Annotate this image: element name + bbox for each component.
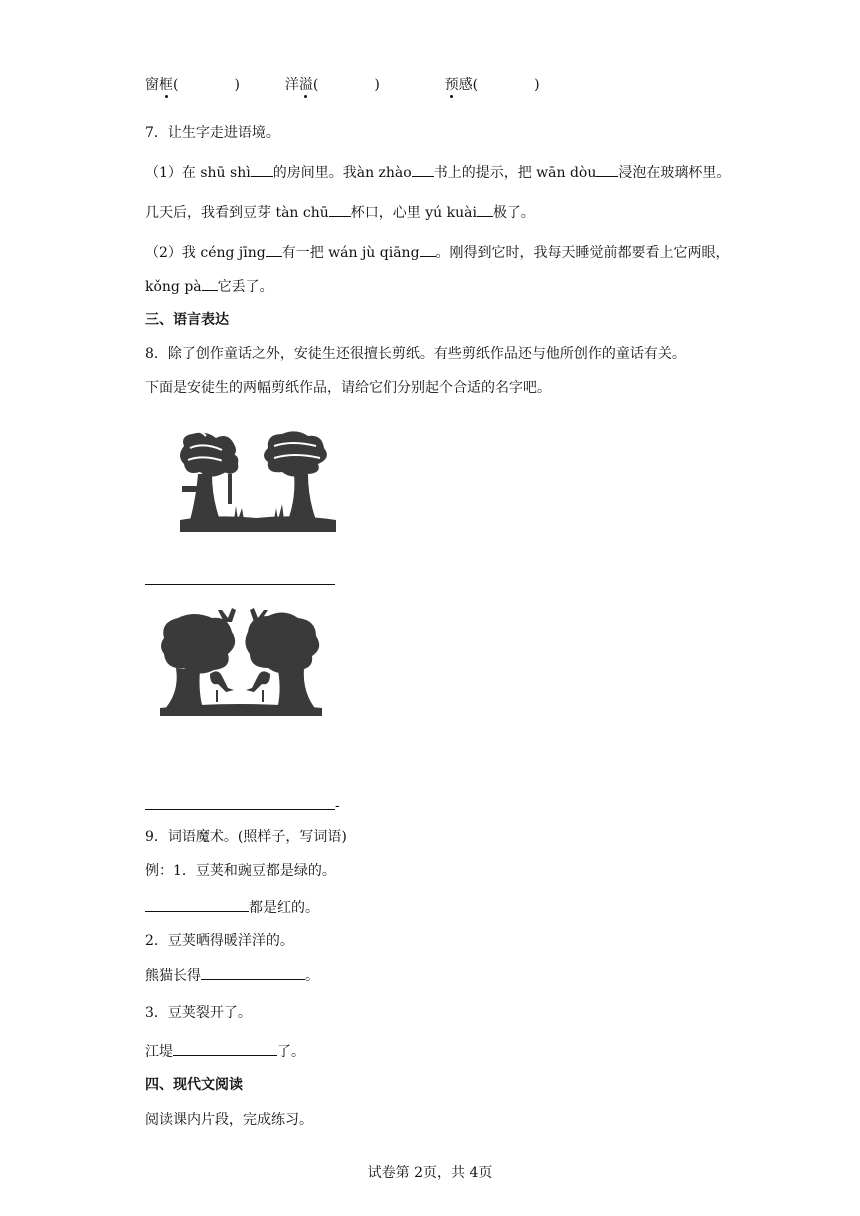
answer-line-2[interactable]	[145, 795, 335, 810]
q7-part2-line2	[145, 276, 274, 297]
q9-answer2	[145, 965, 319, 986]
q9-example3: 3．豆荚裂开了。	[145, 1005, 252, 1021]
q7-part2-line1	[145, 242, 730, 263]
section4-heading: 四、现代文阅读	[145, 1077, 243, 1093]
q7-part1-line1	[145, 162, 730, 183]
answer-blank[interactable]	[596, 162, 618, 177]
answer-blank[interactable]	[201, 965, 305, 980]
word3-close-paren: )	[534, 77, 540, 93]
q9-answer1-text: 都是红的。	[249, 900, 319, 916]
q9-title: 9．词语魔术。(照样子，写词语)	[145, 829, 347, 845]
word3-dotted-char: 预	[444, 77, 459, 93]
q9-answer3-suffix: 了。	[277, 1044, 305, 1060]
words-row	[145, 75, 540, 95]
word2-prefix: 洋	[284, 77, 299, 93]
answer-blank[interactable]	[477, 202, 493, 217]
answer-blank[interactable]	[266, 242, 282, 257]
answer-blank[interactable]	[251, 162, 273, 177]
paper-cut-birds-trees-icon	[158, 608, 324, 718]
word1-close-paren: )	[234, 77, 240, 93]
word3-open-paren: 感(	[458, 77, 479, 93]
q9-example1: 例：1．豆荚和豌豆都是绿的。	[145, 863, 336, 879]
answer-blank[interactable]	[145, 897, 249, 912]
word1-dotted-char: 框	[159, 77, 173, 93]
q7-p1-text-c: 书上的提示，把 wān dòu	[433, 165, 597, 181]
q7-title: 7．让生字走进语境。	[145, 125, 280, 141]
section3-heading: 三、语言表达	[145, 312, 229, 328]
page-footer: 试卷第 2页，共 4页	[367, 1165, 493, 1181]
q9-example2: 2．豆荚晒得暖洋洋的。	[145, 933, 294, 949]
word2-close-paren: )	[374, 77, 380, 93]
q7-p2-text-a: （2）我 céng jīng	[145, 245, 266, 261]
q7-p1-text-f: 杯口，心里 yú kuài	[350, 205, 477, 221]
q9-answer3	[145, 1041, 305, 1062]
q7-p2-text-e: 它丢了。	[217, 279, 274, 295]
word1-open-paren: (	[173, 77, 179, 93]
q9-answer2-prefix: 熊猫长得	[145, 968, 201, 984]
q7-part1-line2	[145, 202, 535, 223]
answer-blank[interactable]	[420, 242, 436, 257]
word1-prefix: 窗	[145, 77, 159, 93]
answer-blank[interactable]	[329, 202, 351, 217]
answer-blank[interactable]	[412, 162, 434, 177]
q9-answer3-prefix: 江堤	[145, 1044, 173, 1060]
q7-p2-text-d: kǒng pà	[145, 279, 202, 295]
trailing-dash: -	[335, 798, 340, 814]
q7-p1-text-e: 几天后，我看到豆芽 tàn chū	[145, 205, 329, 221]
q7-p1-text-a: （1）在 shū shì	[145, 165, 251, 181]
q9-answer1	[145, 897, 319, 918]
q9-answer2-suffix: 。	[305, 968, 319, 984]
paper-cut-trees-icon	[176, 428, 338, 534]
q7-p2-text-b: 有一把 wán jù qiāng	[281, 245, 420, 261]
answer-blank[interactable]	[202, 276, 218, 291]
answer-blank[interactable]	[173, 1041, 277, 1056]
q7-p1-text-b: 的房间里。我àn zhào	[272, 165, 412, 181]
q8-line2: 下面是安徒生的两幅剪纸作品，请给它们分别起个合适的名字吧。	[145, 380, 551, 396]
answer-line-2-row	[145, 795, 340, 816]
q7-p1-text-d: 浸泡在玻璃杯里。	[618, 165, 731, 181]
section4-instruction: 阅读课内片段，完成练习。	[145, 1112, 313, 1128]
answer-line-1[interactable]	[145, 584, 335, 585]
q7-p2-text-c: 。刚得到它时，我每天睡觉前都要看上它两眼，	[435, 245, 730, 261]
word2-dotted-char: 溢	[298, 77, 313, 93]
word2-open-paren: (	[312, 77, 319, 93]
q8-line1: 8．除了创作童话之外，安徒生还很擅长剪纸。有些剪纸作品还与他所创作的童话有关。	[145, 346, 686, 362]
q7-p1-text-g: 极了。	[492, 205, 535, 221]
